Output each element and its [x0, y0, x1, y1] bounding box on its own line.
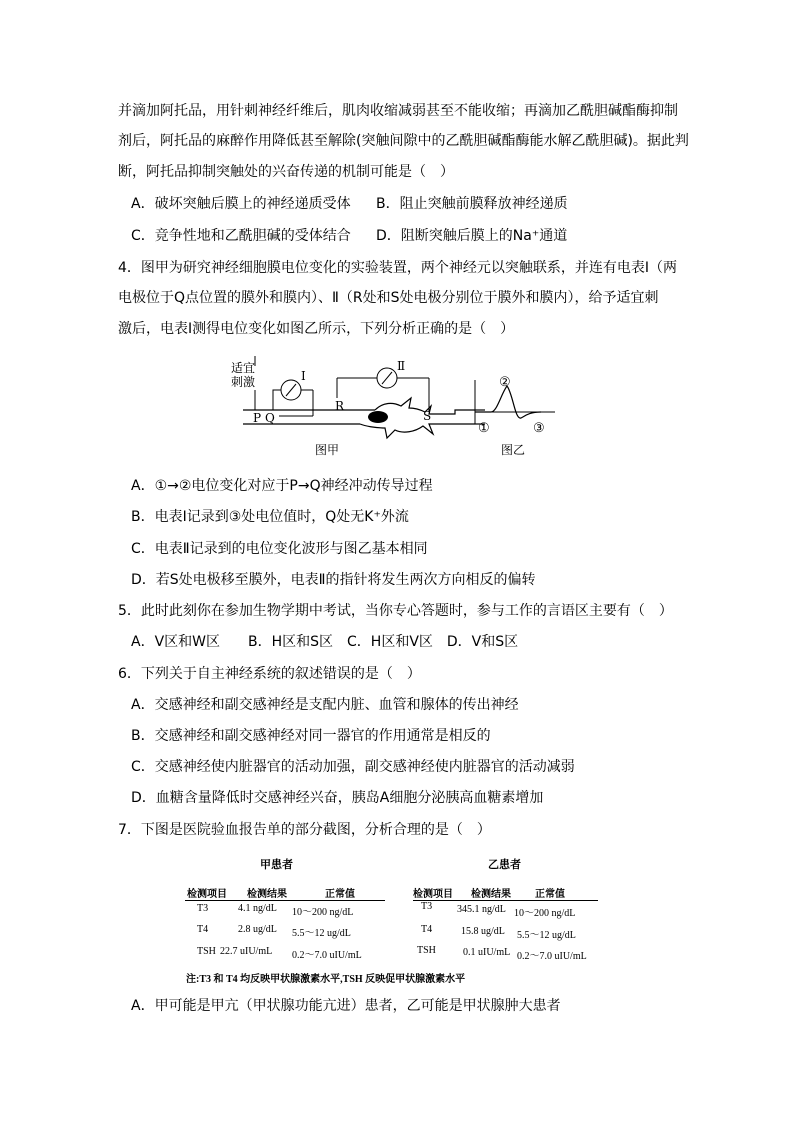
q4-option-a: A．①→②电位变化对应于P→Q神经冲动传导过程 [131, 478, 433, 494]
meter-2-label: Ⅱ [397, 359, 406, 373]
q3-option-b: B．阻止突触前膜释放神经递质 [376, 196, 568, 212]
table-a-row-3-normal: 0.2～7.0 uIU/mL [292, 950, 362, 961]
table-a-row-2-item: T4 [197, 924, 209, 935]
label-r: R [335, 399, 345, 413]
table-b-row-1-result: 345.1 ng/dL [457, 904, 506, 915]
label-p: P [253, 411, 262, 425]
stimulus-label-1: 适宜 [231, 361, 256, 375]
table-a-row-3-result: 22.7 uIU/mL [220, 946, 273, 957]
q7-stem: 7．下图是医院验血报告单的部分截图，分析合理的是（ ） [118, 822, 491, 838]
q3-option-d: D．阻断突触后膜上的Na⁺通道 [376, 228, 568, 244]
q4-figure [225, 354, 565, 462]
table-b-header-normal: 正常值 [535, 889, 565, 900]
table-a-row-2-normal: 5.5～12 ug/dL [292, 928, 351, 939]
lab-report-patient-b [413, 856, 598, 966]
nucleus [368, 411, 388, 423]
stimulus-label-2: 刺激 [231, 375, 256, 389]
q4-option-c: C．电表Ⅱ记录到的电位变化波形与图乙基本相同 [131, 541, 428, 557]
q3-option-a: A．破坏突触后膜上的神经递质受体 [131, 196, 351, 212]
q6-option-c: C．交感神经使内脏器官的活动加强，副交感神经使内脏器官的活动减弱 [131, 759, 575, 775]
q3-stem-line-1: 并滴加阿托品，用针刺神经纤维后，肌肉收缩减弱甚至不能收缩；再滴加乙酰胆碱酯酶抑制 [118, 103, 678, 119]
point-1: ① [478, 421, 490, 436]
table-b-title: 乙患者 [488, 859, 521, 871]
table-b-row-2-item: T4 [421, 924, 433, 935]
table-a-row-1-item: T3 [197, 903, 209, 914]
label-s: S [423, 409, 432, 423]
q5-options: A．V区和W区 B．H区和S区 C．H区和V区 D．V和S区 [131, 634, 519, 650]
table-b-row-3-result: 0.1 uIU/mL [463, 947, 511, 958]
point-2: ② [499, 375, 511, 390]
table-b-row-3-normal: 0.2～7.0 uIU/mL [517, 951, 587, 962]
table-a-row-2-result: 2.8 ug/dL [238, 924, 277, 935]
lab-report-patient-a [185, 856, 385, 966]
q4-stem-line-2: 电极位于Q点位置的膜外和膜内）、Ⅱ（R处和S处电极分别位于膜外和膜内），给予适宜刺 [118, 290, 659, 306]
meter-1-needle [286, 384, 296, 396]
table-a-title: 甲患者 [260, 859, 293, 871]
q7-option-a: A．甲可能是甲亢（甲状腺功能亢进）患者，乙可能是甲状腺肿大患者 [131, 998, 561, 1014]
caption-figure-a: 图甲 [315, 443, 340, 457]
table-a-header-result: 检测结果 [247, 889, 287, 900]
q3-stem-line-2: 剂后，阿托品的麻醉作用降低甚至解除(突触间隙中的乙酰胆碱酯酶能水解乙酰胆碱)。据此判 [118, 133, 689, 149]
q4-stem-line-3: 激后，电表Ⅰ测得电位变化如图乙所示，下列分析正确的是（ ） [118, 321, 515, 337]
table-b-row-1-item: T3 [421, 901, 433, 912]
table-a-rule [185, 900, 385, 901]
potential-curve [475, 386, 541, 418]
q4-option-b: B．电表Ⅰ记录到③处电位值时，Q处无K⁺外流 [131, 509, 409, 525]
table-a-header-item: 检测项目 [187, 889, 227, 900]
meter-1-wires [273, 390, 281, 410]
q3-stem-line-3: 断，阿托品抑制突触处的兴奋传递的机制可能是（ ） [118, 164, 454, 180]
q4-option-d: D．若S处电极移至膜外，电表Ⅱ的指针将发生两次方向相反的偏转 [131, 572, 536, 588]
table-b-header-result: 检测结果 [471, 889, 511, 900]
q6-option-a: A．交感神经和副交感神经是支配内脏、血管和腺体的传出神经 [131, 697, 519, 713]
table-b-header-item: 检测项目 [413, 889, 453, 900]
table-a-row-1-result: 4.1 ng/dL [238, 903, 277, 914]
meter-2-needle [382, 372, 392, 384]
q4-stem-line-1: 4．图甲为研究神经细胞膜电位变化的实验装置，两个神经元以突触联系，并连有电表Ⅰ（两 [118, 260, 678, 276]
meter-1-label: Ⅰ [301, 369, 306, 383]
label-q: Q [265, 411, 275, 425]
table-b-row-3-item: TSH [417, 945, 436, 956]
table-a-row-3-item: TSH [197, 946, 216, 957]
q3-option-c: C．竞争性地和乙酰胆碱的受体结合 [131, 228, 351, 244]
point-3: ③ [533, 421, 545, 436]
table-note: 注:T3 和 T4 均反映甲状腺激素水平,TSH 反映促甲状腺激素水平 [186, 974, 466, 985]
q6-stem: 6．下列关于自主神经系统的叙述错误的是（ ） [118, 666, 421, 682]
table-a-row-1-normal: 10～200 ng/dL [292, 907, 354, 918]
table-a-header-normal: 正常值 [325, 889, 355, 900]
q6-option-b: B．交感神经和副交感神经对同一器官的作用通常是相反的 [131, 728, 491, 744]
table-b-row-1-normal: 10～200 ng/dL [514, 908, 576, 919]
q6-option-d: D．血糖含量降低时交感神经兴奋，胰岛A细胞分泌胰高血糖素增加 [131, 790, 544, 806]
q5-stem: 5．此时此刻你在参加生物学期中考试，当你专心答题时，参与工作的言语区主要有（ ） [118, 603, 673, 619]
caption-figure-b: 图乙 [501, 443, 526, 457]
table-b-rule [413, 900, 598, 901]
table-b-row-2-result: 15.8 ug/dL [461, 926, 505, 937]
table-b-row-2-normal: 5.5～12 ug/dL [517, 930, 576, 941]
